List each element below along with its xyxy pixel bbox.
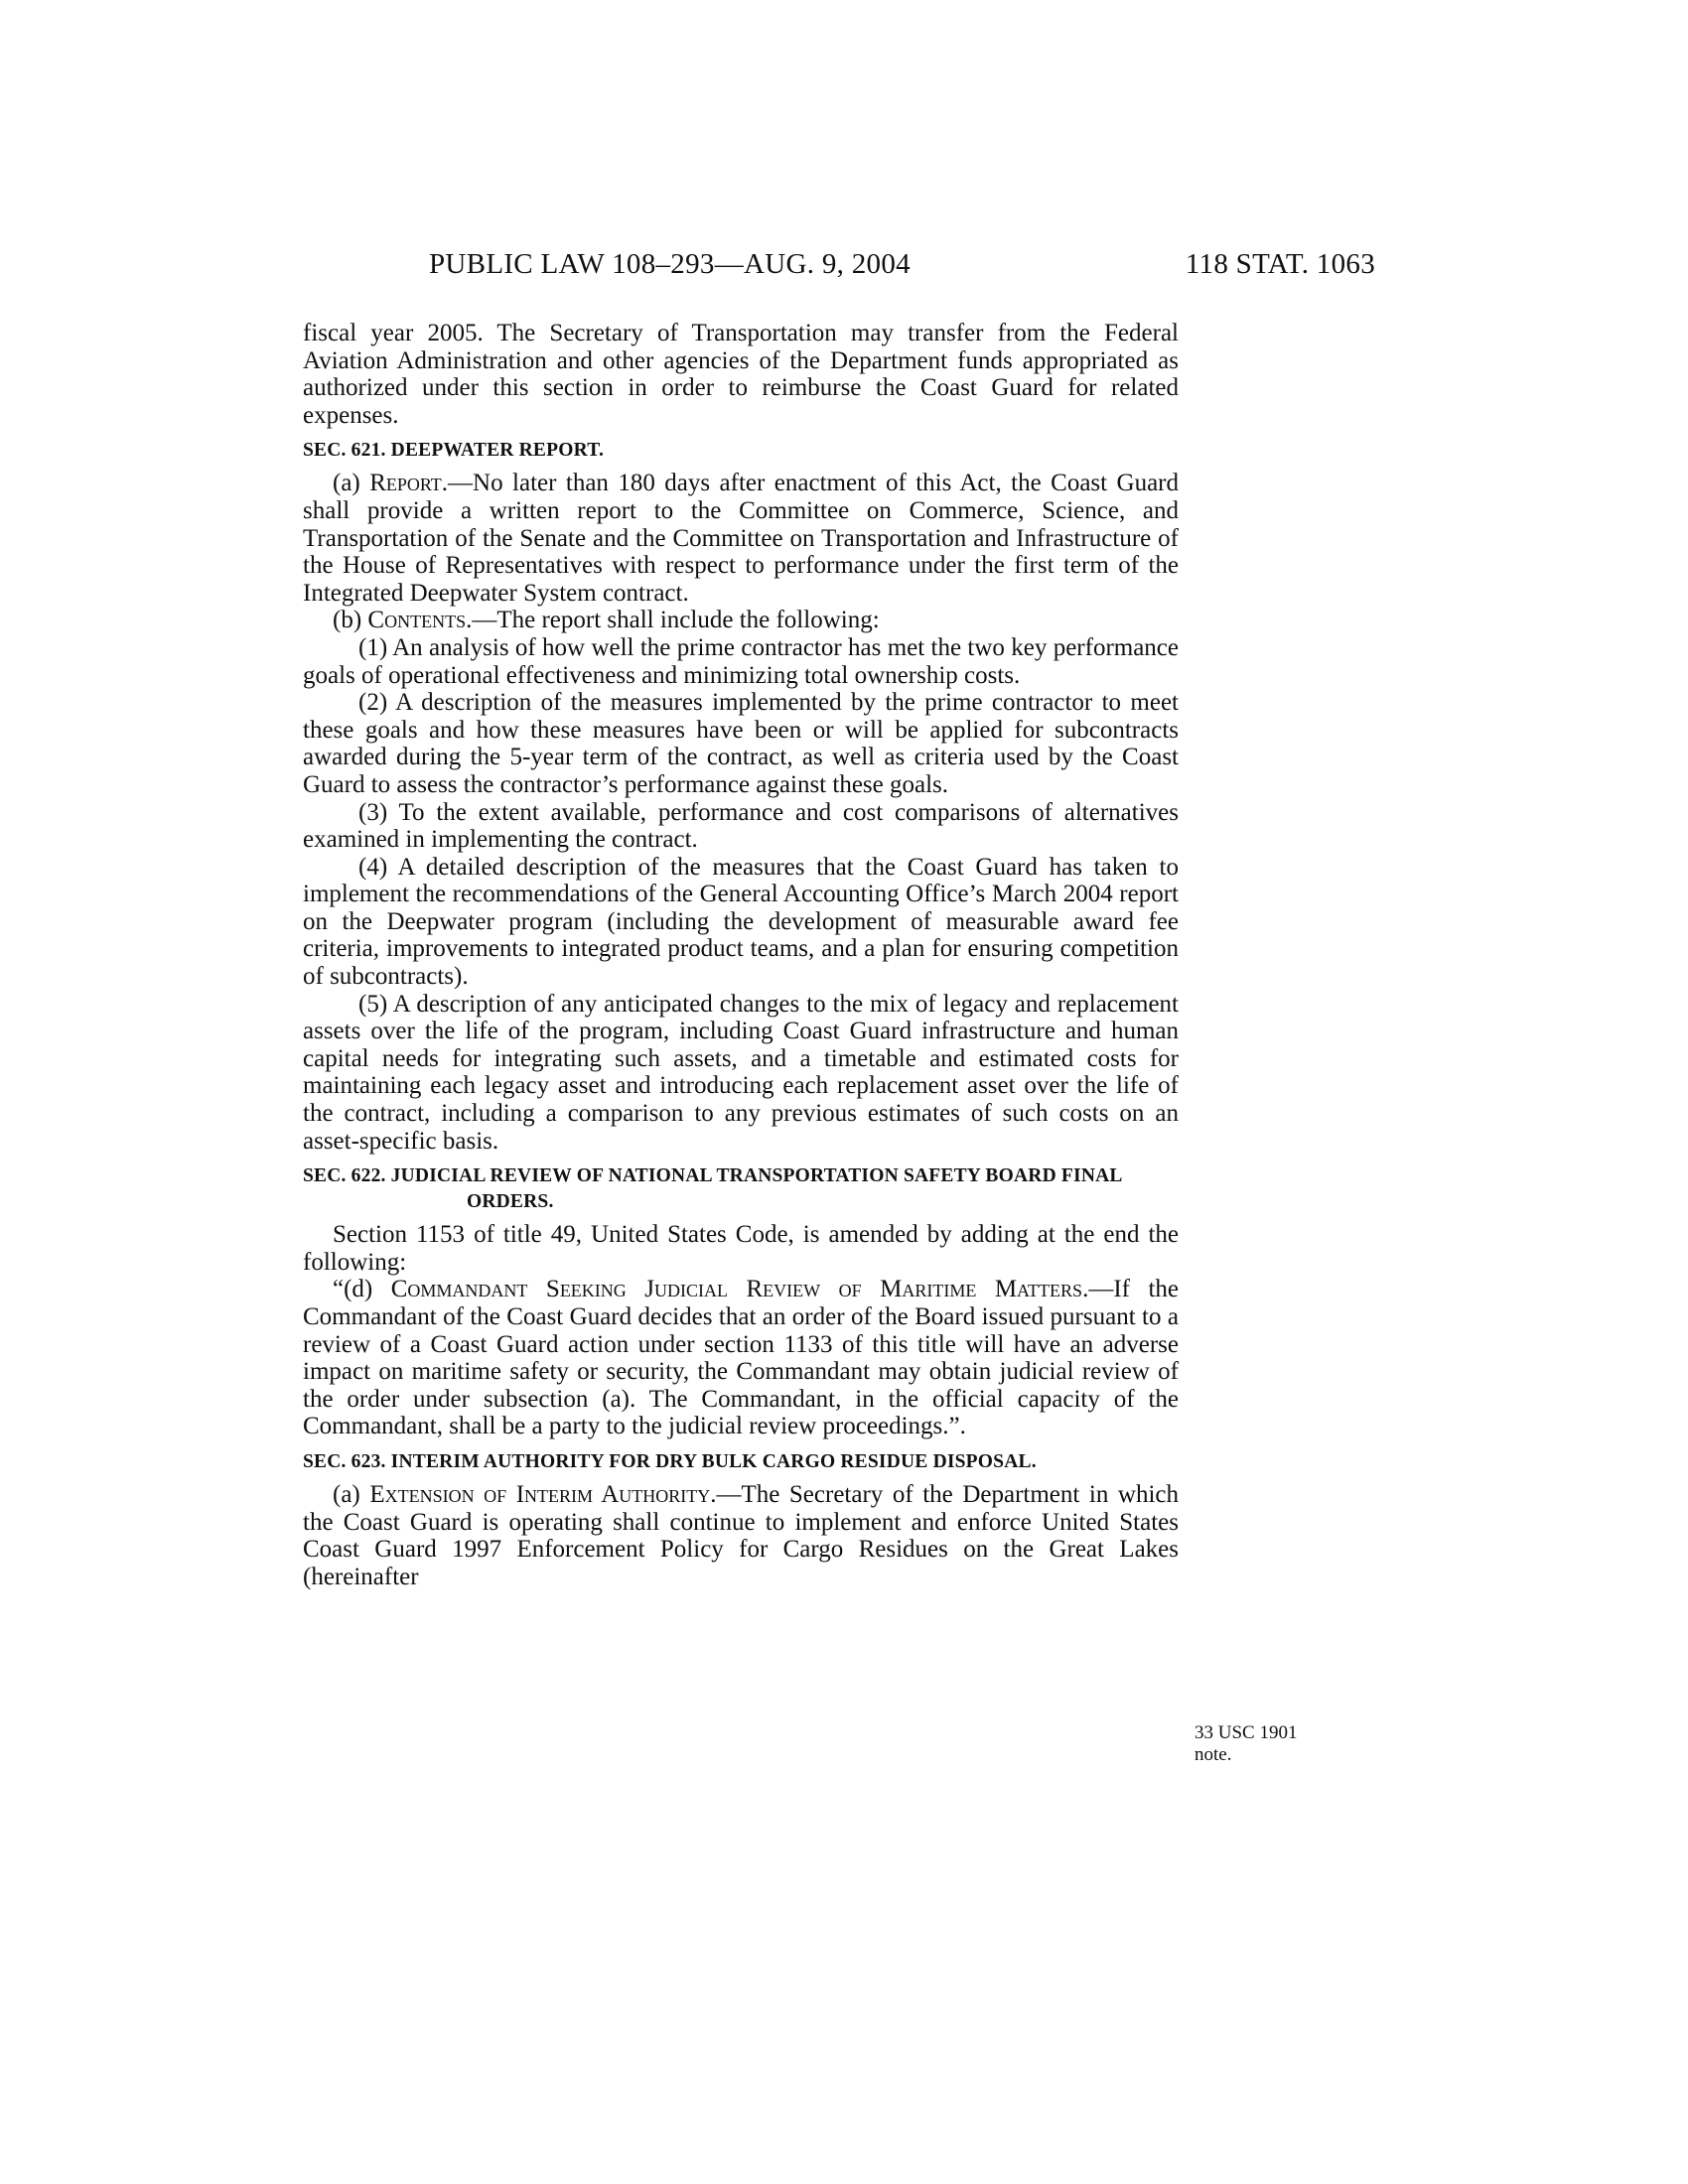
subsection-a-label: Report xyxy=(369,470,442,497)
subsection-b-prefix: (b) xyxy=(333,607,368,634)
subsection-d-text: .—If the Commandant of the Coast Guard decides that an order of the Board issued pursuant to a review of a Coast Guard action under section 1133 of this title will have an adverse impact on maritime safety or security, the Commandant may obtain judicial review of the order under subsection (a). The Commandant, in the official capacity of the Commandant, shall be a party to the judicial review proceedings.”. xyxy=(303,1276,1180,1440)
section-623-heading: SEC. 623. INTERIM AUTHORITY FOR DRY BULK CARGO RESIDUE DISPOSAL. xyxy=(303,1450,1037,1472)
running-head: PUBLIC LAW 108–293—AUG. 9, 2004 xyxy=(429,248,911,280)
subsection-a-text: .—The Secretary of the Department in which the Coast Guard is operating shall continue to implement and enforce United States Coast Guard 1997 Enforcement Policy for Cargo Residues on the Great Lakes (hereinafter xyxy=(303,1480,1179,1590)
subsection-a-text: .—No later than 180 days after enactment of this Act, the Coast Guard shall provide a written report to the Committee on Commerce, Science, and Transportation of the Senate and the Committee on Transportation and Infrastructure of the House of Representatives with respect to performance under the first term of the Integrated Deepwater System contract. xyxy=(303,470,1179,607)
continuation-paragraph: fiscal year 2005. The Secretary of Transportation may transfer from the Federal Aviation Administration and other agencies of the Department funds appropriated as authorized under this section in order to reimburse the Coast Guard for related expenses. xyxy=(303,320,1179,429)
list-item: (5) A description of any anticipated changes to the mix of legacy and replacement assets over the life of the program, including Coast Guard infrastructure and human capital needs for integrating such assets, and a timetable and estimated costs for maintaining each legacy asset and introducing each replacement asset over the life of the contract, including a comparison to any previous estimates of such costs on an asset-specific basis. xyxy=(303,990,1179,1155)
section-621-subsection-a xyxy=(303,470,1179,607)
section-623-subsection-a xyxy=(303,1481,1179,1590)
page-header xyxy=(303,248,1375,288)
section-621-heading: SEC. 621. DEEPWATER REPORT. xyxy=(303,440,605,462)
section-621-subsection-b xyxy=(303,607,1179,634)
section-622-subsection-d xyxy=(303,1276,1179,1440)
subsection-a-label: Extension of Interim Authority xyxy=(369,1480,711,1508)
subsection-a-prefix: (a) xyxy=(333,1480,370,1508)
section-622-heading: SEC. 622. JUDICIAL REVIEW OF NATIONAL TRANSPORTATION SAFETY BOARD FINAL ORDERS. xyxy=(303,1165,1122,1213)
section-622-intro: Section 1153 of title 49, United States Code, is amended by adding at the end the following: xyxy=(303,1221,1179,1276)
subsection-b-label: Contents xyxy=(367,607,467,634)
list-item: (2) A description of the measures implemented by the prime contractor to meet these goals and how these measures have been or will be applied for subcontracts awarded during the 5-year term of the contract, as well as criteria used by the Coast Guard to assess the contractor’s performance against these goals. xyxy=(303,689,1179,798)
margin-note-suffix: note. xyxy=(1195,1744,1232,1765)
body-text xyxy=(303,320,1179,1590)
margin-note xyxy=(1195,1722,1343,1766)
subsection-b-text: .—The report shall include the following: xyxy=(466,607,880,634)
list-item: (4) A detailed description of the measures that the Coast Guard has taken to implement the recommendations of the General Accounting Office’s March 2004 report on the Deepwater program (including the development of measurable award fee criteria, improvements to integrated product teams, and a plan for ensuring competition of subcontracts). xyxy=(303,853,1179,991)
list-item: (3) To the extent available, performance and cost comparisons of alternatives examined in implementing the contract. xyxy=(303,798,1179,854)
statute-citation: 118 STAT. 1063 xyxy=(1185,248,1375,280)
list-item: (1) An analysis of how well the prime contractor has met the two key performance goals of operational effectiveness and minimizing total ownership costs. xyxy=(303,633,1179,689)
subsection-d-label: Commandant Seeking Judicial Review of Maritime Matters xyxy=(390,1276,1083,1303)
margin-note-citation: 33 USC 1901 xyxy=(1195,1722,1298,1743)
subsection-d-prefix: “(d) xyxy=(333,1276,391,1303)
subsection-a-prefix: (a) xyxy=(333,470,370,497)
